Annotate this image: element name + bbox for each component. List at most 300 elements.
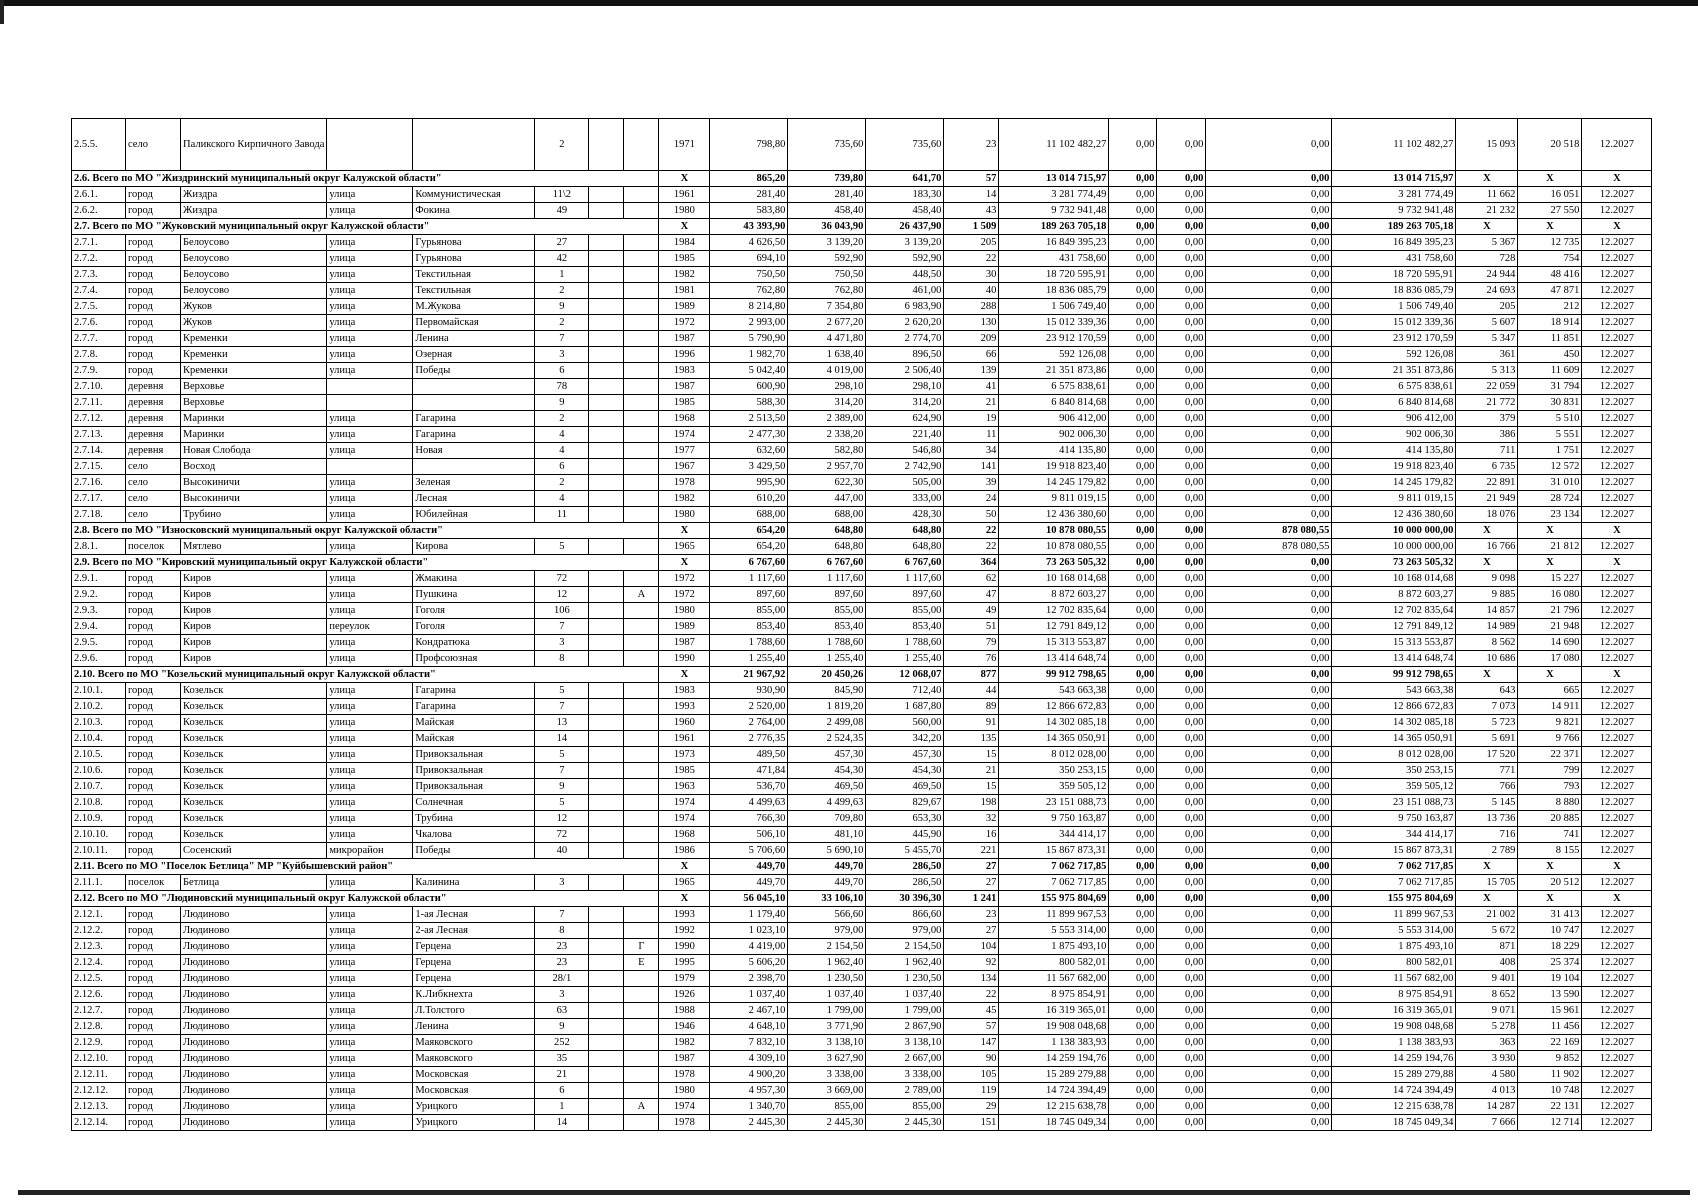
table-cell: 624,90 bbox=[866, 411, 944, 427]
table-cell: 688,00 bbox=[710, 507, 788, 523]
table-cell: 28/1 bbox=[535, 971, 589, 987]
table-cell: Людиново bbox=[181, 1099, 327, 1115]
table-cell: 386 bbox=[1456, 427, 1518, 443]
table-cell: улица bbox=[327, 235, 413, 251]
table-cell: 2.7.4. bbox=[72, 283, 126, 299]
table-cell: 7 bbox=[535, 331, 589, 347]
table-cell: 10 878 080,55 bbox=[999, 539, 1109, 555]
table-cell: 458,40 bbox=[788, 203, 866, 219]
table-cell: 0,00 bbox=[1206, 555, 1332, 571]
table-cell: 8 bbox=[535, 923, 589, 939]
table-cell: Первомайская bbox=[413, 315, 535, 331]
table-cell: город bbox=[126, 795, 181, 811]
table-cell: 31 794 bbox=[1518, 379, 1582, 395]
table-cell: 0,00 bbox=[1206, 459, 1332, 475]
table-cell: 1 340,70 bbox=[710, 1099, 788, 1115]
table-cell: Трубина bbox=[413, 811, 535, 827]
table-cell: 0,00 bbox=[1206, 171, 1332, 187]
table-cell: Козельск bbox=[181, 731, 327, 747]
table-cell: 0,00 bbox=[1109, 907, 1157, 923]
table-cell: 766 bbox=[1456, 779, 1518, 795]
table-cell: 0,00 bbox=[1109, 283, 1157, 299]
table-cell bbox=[624, 427, 659, 443]
table-cell bbox=[624, 715, 659, 731]
table-cell: Белоусово bbox=[181, 267, 327, 283]
table-cell: Высокиничи bbox=[181, 475, 327, 491]
table-cell: 26 437,90 bbox=[866, 219, 944, 235]
table-cell: 12.2027 bbox=[1582, 299, 1652, 315]
table-cell: 30 bbox=[944, 267, 999, 283]
table-cell: 2.7.3. bbox=[72, 267, 126, 283]
table-cell: 2 506,40 bbox=[866, 363, 944, 379]
table-cell: 12 436 380,60 bbox=[1332, 507, 1456, 523]
table-cell: 11 851 bbox=[1518, 331, 1582, 347]
table-cell: 897,60 bbox=[866, 587, 944, 603]
table-cell: 14 287 bbox=[1456, 1099, 1518, 1115]
table-cell: 8 880 bbox=[1518, 795, 1582, 811]
table-cell: 23 912 170,59 bbox=[999, 331, 1109, 347]
table-cell: 2.10.8. bbox=[72, 795, 126, 811]
table-cell: Козельск bbox=[181, 699, 327, 715]
table-cell: 27 bbox=[944, 923, 999, 939]
table-cell: 0,00 bbox=[1157, 411, 1206, 427]
table-cell: Лесная bbox=[413, 491, 535, 507]
table-cell: 414 135,80 bbox=[1332, 443, 1456, 459]
table-cell: 543 663,38 bbox=[1332, 683, 1456, 699]
table-cell: 0,00 bbox=[1157, 683, 1206, 699]
table-cell: 3 281 774,49 bbox=[1332, 187, 1456, 203]
table-cell: 13 414 648,74 bbox=[1332, 651, 1456, 667]
scan-left-mark bbox=[0, 0, 4, 24]
table-cell: 0,00 bbox=[1206, 891, 1332, 907]
table-cell: 1 037,40 bbox=[710, 987, 788, 1003]
table-cell bbox=[589, 507, 624, 523]
table-cell: город bbox=[126, 203, 181, 219]
table-cell: 0,00 bbox=[1109, 459, 1157, 475]
table-row bbox=[72, 603, 1652, 619]
table-cell bbox=[589, 539, 624, 555]
table-cell: 665 bbox=[1518, 683, 1582, 699]
table-cell: 592,90 bbox=[788, 251, 866, 267]
table-cell: 209 bbox=[944, 331, 999, 347]
table-cell: 3 338,00 bbox=[866, 1067, 944, 1083]
table-cell: улица bbox=[327, 283, 413, 299]
table-cell: 853,40 bbox=[866, 619, 944, 635]
table-cell bbox=[589, 299, 624, 315]
table-cell: 845,90 bbox=[788, 683, 866, 699]
table-cell bbox=[624, 1035, 659, 1051]
table-row bbox=[72, 507, 1652, 523]
table-row bbox=[72, 571, 1652, 587]
table-cell: улица bbox=[327, 1035, 413, 1051]
table-cell: 14 bbox=[535, 1115, 589, 1131]
table-cell: 4 bbox=[535, 491, 589, 507]
table-cell: 2 524,35 bbox=[788, 731, 866, 747]
table-cell: 1 788,60 bbox=[866, 635, 944, 651]
subtotal-title: 2.11. Всего по МО "Поселок Бетлица" МР "Куйбышевский район" bbox=[72, 859, 659, 875]
table-cell: 7 062 717,85 bbox=[999, 859, 1109, 875]
table-cell: 0,00 bbox=[1109, 715, 1157, 731]
table-cell: 1 509 bbox=[944, 219, 999, 235]
table-cell bbox=[624, 779, 659, 795]
table-row bbox=[72, 187, 1652, 203]
table-cell bbox=[589, 411, 624, 427]
table-cell: 0,00 bbox=[1206, 619, 1332, 635]
table-cell: Майская bbox=[413, 731, 535, 747]
table-cell: 2.7.11. bbox=[72, 395, 126, 411]
table-cell: 130 bbox=[944, 315, 999, 331]
table-cell: Людиново bbox=[181, 1083, 327, 1099]
table-cell: 2 774,70 bbox=[866, 331, 944, 347]
table-cell bbox=[624, 651, 659, 667]
table-cell: 0,00 bbox=[1109, 1019, 1157, 1035]
table-cell: 18 745 049,34 bbox=[1332, 1115, 1456, 1131]
table-cell: 458,40 bbox=[866, 203, 944, 219]
table-cell: город bbox=[126, 747, 181, 763]
table-cell: 12.2027 bbox=[1582, 1115, 1652, 1131]
table-cell: 34 bbox=[944, 443, 999, 459]
table-cell: 12.2027 bbox=[1582, 475, 1652, 491]
table-cell: 5 367 bbox=[1456, 235, 1518, 251]
table-cell: 9 bbox=[535, 395, 589, 411]
table-cell: 0,00 bbox=[1157, 891, 1206, 907]
table-cell: 12.2027 bbox=[1582, 1099, 1652, 1115]
table-cell: 5 691 bbox=[1456, 731, 1518, 747]
table-cell: 12.2027 bbox=[1582, 379, 1652, 395]
table-cell: 31 413 bbox=[1518, 907, 1582, 923]
table-cell: 2 398,70 bbox=[710, 971, 788, 987]
table-cell: 21 772 bbox=[1456, 395, 1518, 411]
table-cell: 0,00 bbox=[1109, 507, 1157, 523]
table-cell: город bbox=[126, 987, 181, 1003]
table-cell: 212 bbox=[1518, 299, 1582, 315]
table-cell: 2.10.1. bbox=[72, 683, 126, 699]
table-cell: 0,00 bbox=[1206, 1083, 1332, 1099]
table-cell: 18 229 bbox=[1518, 939, 1582, 955]
table-cell: 4 419,00 bbox=[710, 939, 788, 955]
table-cell: К.Либкнехта bbox=[413, 987, 535, 1003]
table-cell: 18 745 049,34 bbox=[999, 1115, 1109, 1131]
table-cell: 134 bbox=[944, 971, 999, 987]
table-row bbox=[72, 587, 1652, 603]
table-cell: 2 520,00 bbox=[710, 699, 788, 715]
table-cell: 0,00 bbox=[1206, 507, 1332, 523]
table-cell bbox=[624, 571, 659, 587]
table-cell: 0,00 bbox=[1206, 475, 1332, 491]
table-cell bbox=[624, 235, 659, 251]
table-cell: 9 821 bbox=[1518, 715, 1582, 731]
table-cell: улица bbox=[327, 251, 413, 267]
table-cell: улица bbox=[327, 571, 413, 587]
table-cell: улица bbox=[327, 635, 413, 651]
table-cell: 1971 bbox=[659, 119, 710, 171]
table-cell: 0,00 bbox=[1109, 555, 1157, 571]
table-cell: 11 902 bbox=[1518, 1067, 1582, 1083]
table-cell: 1983 bbox=[659, 363, 710, 379]
subtotal-row bbox=[72, 555, 1652, 571]
table-row bbox=[72, 267, 1652, 283]
table-cell: 2 389,00 bbox=[788, 411, 866, 427]
table-cell bbox=[624, 1051, 659, 1067]
table-cell: 694,10 bbox=[710, 251, 788, 267]
table-cell: 7 832,10 bbox=[710, 1035, 788, 1051]
table-cell: 6 575 838,61 bbox=[1332, 379, 1456, 395]
table-cell: 0,00 bbox=[1206, 219, 1332, 235]
table-cell: 1 138 383,93 bbox=[999, 1035, 1109, 1051]
table-cell: 0,00 bbox=[1157, 699, 1206, 715]
table-cell: Киров bbox=[181, 587, 327, 603]
table-cell: 344 414,17 bbox=[1332, 827, 1456, 843]
table-cell bbox=[327, 395, 413, 411]
table-cell: город bbox=[126, 1051, 181, 1067]
table-cell: 40 bbox=[944, 283, 999, 299]
table-cell: 22 bbox=[944, 987, 999, 1003]
table-cell bbox=[589, 907, 624, 923]
table-cell: 19 908 048,68 bbox=[1332, 1019, 1456, 1035]
table-cell: улица bbox=[327, 507, 413, 523]
table-cell: Людиново bbox=[181, 1051, 327, 1067]
table-cell: 363 bbox=[1456, 1035, 1518, 1051]
table-cell: Х bbox=[659, 171, 710, 187]
table-cell: 2.7.18. bbox=[72, 507, 126, 523]
table-cell: 0,00 bbox=[1109, 731, 1157, 747]
table-cell: 855,00 bbox=[866, 603, 944, 619]
table-cell: 0,00 bbox=[1109, 1115, 1157, 1131]
table-cell: Х bbox=[1518, 859, 1582, 875]
table-cell: город bbox=[126, 635, 181, 651]
table-cell bbox=[624, 987, 659, 1003]
table-cell: 15 012 339,36 bbox=[1332, 315, 1456, 331]
table-cell: 9 811 019,15 bbox=[999, 491, 1109, 507]
table-cell: 359 505,12 bbox=[999, 779, 1109, 795]
table-cell bbox=[413, 459, 535, 475]
table-cell bbox=[589, 283, 624, 299]
table-cell: 481,10 bbox=[788, 827, 866, 843]
table-row bbox=[72, 939, 1652, 955]
table-cell: 1982 bbox=[659, 267, 710, 283]
table-cell: 12 866 672,83 bbox=[999, 699, 1109, 715]
table-cell bbox=[624, 683, 659, 699]
table-cell: город bbox=[126, 347, 181, 363]
table-cell: Козельск bbox=[181, 715, 327, 731]
table-cell bbox=[624, 827, 659, 843]
table-row bbox=[72, 203, 1652, 219]
table-cell: 906 412,00 bbox=[1332, 411, 1456, 427]
table-cell: 0,00 bbox=[1206, 779, 1332, 795]
table-cell: Киров bbox=[181, 635, 327, 651]
table-cell bbox=[589, 635, 624, 651]
table-cell: 298,10 bbox=[788, 379, 866, 395]
table-cell: Новая bbox=[413, 443, 535, 459]
table-cell: 183,30 bbox=[866, 187, 944, 203]
table-cell: Людиново bbox=[181, 1035, 327, 1051]
table-cell: Х bbox=[659, 523, 710, 539]
table-cell: Кирова bbox=[413, 539, 535, 555]
table-cell: 1960 bbox=[659, 715, 710, 731]
table-cell: 0,00 bbox=[1109, 187, 1157, 203]
table-cell bbox=[624, 379, 659, 395]
table-cell: 855,00 bbox=[788, 603, 866, 619]
table-cell: 24 693 bbox=[1456, 283, 1518, 299]
table-cell: 5 551 bbox=[1518, 427, 1582, 443]
table-cell bbox=[624, 363, 659, 379]
table-cell: 0,00 bbox=[1206, 363, 1332, 379]
table-cell: 189 263 705,18 bbox=[1332, 219, 1456, 235]
table-cell: 800 582,01 bbox=[999, 955, 1109, 971]
table-cell: город bbox=[126, 1083, 181, 1099]
table-cell: улица bbox=[327, 347, 413, 363]
table-cell: 8 012 028,00 bbox=[999, 747, 1109, 763]
table-cell: Людиново bbox=[181, 1003, 327, 1019]
table-cell bbox=[624, 299, 659, 315]
table-cell: Людиново bbox=[181, 923, 327, 939]
table-cell: 4 471,80 bbox=[788, 331, 866, 347]
table-cell: 1996 bbox=[659, 347, 710, 363]
table-cell: Гагарина bbox=[413, 427, 535, 443]
table-cell: 48 416 bbox=[1518, 267, 1582, 283]
table-cell: 15 289 279,88 bbox=[1332, 1067, 1456, 1083]
table-cell: 18 720 595,91 bbox=[1332, 267, 1456, 283]
table-cell: 2 445,30 bbox=[866, 1115, 944, 1131]
table-cell: 431 758,60 bbox=[1332, 251, 1456, 267]
table-cell bbox=[589, 603, 624, 619]
table-cell: 712,40 bbox=[866, 683, 944, 699]
table-cell bbox=[589, 875, 624, 891]
table-cell bbox=[624, 923, 659, 939]
table-cell: улица bbox=[327, 475, 413, 491]
table-cell: 7 bbox=[535, 763, 589, 779]
table-row bbox=[72, 427, 1652, 443]
table-cell: 89 bbox=[944, 699, 999, 715]
table-cell: 11 bbox=[535, 507, 589, 523]
table-cell: 1987 bbox=[659, 635, 710, 651]
table-cell bbox=[327, 119, 413, 171]
table-cell: Юбилейная bbox=[413, 507, 535, 523]
subtotal-title: 2.9. Всего по МО "Кировский муниципальный округ Калужской области" bbox=[72, 555, 659, 571]
table-cell: деревня bbox=[126, 427, 181, 443]
table-cell: улица bbox=[327, 875, 413, 891]
table-cell: 49 bbox=[944, 603, 999, 619]
table-cell: 0,00 bbox=[1157, 779, 1206, 795]
table-cell: 21 bbox=[944, 763, 999, 779]
table-cell: Х bbox=[1518, 171, 1582, 187]
table-cell: 21 948 bbox=[1518, 619, 1582, 635]
table-cell: 2 667,00 bbox=[866, 1051, 944, 1067]
table-cell: 560,00 bbox=[866, 715, 944, 731]
table-cell: 19 918 823,40 bbox=[1332, 459, 1456, 475]
table-cell: Х bbox=[1456, 171, 1518, 187]
table-row bbox=[72, 715, 1652, 731]
table-cell: 12.2027 bbox=[1582, 619, 1652, 635]
table-cell: 12.2027 bbox=[1582, 283, 1652, 299]
table-cell: 5 553 314,00 bbox=[1332, 923, 1456, 939]
table-cell: 13 736 bbox=[1456, 811, 1518, 827]
table-cell: 0,00 bbox=[1109, 267, 1157, 283]
table-cell: 750,50 bbox=[710, 267, 788, 283]
table-cell: 12.2027 bbox=[1582, 315, 1652, 331]
table-cell: Козельск bbox=[181, 779, 327, 795]
table-cell: 12.2027 bbox=[1582, 779, 1652, 795]
table-cell: 1980 bbox=[659, 203, 710, 219]
table-cell bbox=[589, 443, 624, 459]
table-cell: 582,80 bbox=[788, 443, 866, 459]
table-cell: 2 154,50 bbox=[866, 939, 944, 955]
table-cell: 1990 bbox=[659, 651, 710, 667]
table-cell: 40 bbox=[535, 843, 589, 859]
table-cell: 0,00 bbox=[1109, 539, 1157, 555]
table-cell bbox=[589, 315, 624, 331]
table-cell: город bbox=[126, 731, 181, 747]
table-cell: 5 278 bbox=[1456, 1019, 1518, 1035]
table-cell bbox=[589, 795, 624, 811]
table-cell: 1-ая Лесная bbox=[413, 907, 535, 923]
table-cell: 0,00 bbox=[1206, 971, 1332, 987]
table-cell: улица bbox=[327, 923, 413, 939]
table-cell: 0,00 bbox=[1206, 715, 1332, 731]
table-cell: 10 168 014,68 bbox=[1332, 571, 1456, 587]
table-cell: 42 bbox=[535, 251, 589, 267]
table-cell: 2.12.10. bbox=[72, 1051, 126, 1067]
table-cell: 2.10.9. bbox=[72, 811, 126, 827]
table-cell: 12.2027 bbox=[1582, 443, 1652, 459]
table-cell: 11 102 482,27 bbox=[999, 119, 1109, 171]
table-cell: 15 867 873,31 bbox=[999, 843, 1109, 859]
table-cell: 51 bbox=[944, 619, 999, 635]
table-row bbox=[72, 747, 1652, 763]
table-cell bbox=[589, 843, 624, 859]
table-cell: 41 bbox=[944, 379, 999, 395]
table-cell: Паликского Кирпичного Завода bbox=[181, 119, 327, 171]
table-cell: 469,50 bbox=[866, 779, 944, 795]
table-cell bbox=[589, 763, 624, 779]
table-cell: 0,00 bbox=[1109, 971, 1157, 987]
table-cell: 72 bbox=[535, 571, 589, 587]
table-cell: 286,50 bbox=[866, 859, 944, 875]
table-cell: 2 677,20 bbox=[788, 315, 866, 331]
table-cell: 17 080 bbox=[1518, 651, 1582, 667]
table-cell: 0,00 bbox=[1109, 475, 1157, 491]
table-cell: Козельск bbox=[181, 747, 327, 763]
table-cell: 16 849 395,23 bbox=[999, 235, 1109, 251]
table-cell: 135 bbox=[944, 731, 999, 747]
table-cell: Текстильная bbox=[413, 283, 535, 299]
table-cell: 2 513,50 bbox=[710, 411, 788, 427]
table-row bbox=[72, 811, 1652, 827]
table-cell: 930,90 bbox=[710, 683, 788, 699]
table-cell: 2.12.6. bbox=[72, 987, 126, 1003]
table-cell: Новая Слобода bbox=[181, 443, 327, 459]
table-cell: 379 bbox=[1456, 411, 1518, 427]
table-cell: 288 bbox=[944, 299, 999, 315]
table-cell: 8 562 bbox=[1456, 635, 1518, 651]
table-cell: 3 139,20 bbox=[788, 235, 866, 251]
table-cell: 0,00 bbox=[1206, 587, 1332, 603]
table-cell: 1 875 493,10 bbox=[999, 939, 1109, 955]
table-cell: Х bbox=[1582, 523, 1652, 539]
table-cell: 0,00 bbox=[1109, 635, 1157, 651]
table-row bbox=[72, 635, 1652, 651]
table-cell: 4 309,10 bbox=[710, 1051, 788, 1067]
table-cell bbox=[589, 1115, 624, 1131]
table-cell: 50 bbox=[944, 507, 999, 523]
table-cell: 6 575 838,61 bbox=[999, 379, 1109, 395]
table-cell: Х bbox=[1518, 219, 1582, 235]
table-cell: 12.2027 bbox=[1582, 1083, 1652, 1099]
table-cell: 14 259 194,76 bbox=[999, 1051, 1109, 1067]
table-cell: 449,70 bbox=[788, 875, 866, 891]
table-cell: 23 bbox=[944, 907, 999, 923]
table-cell: город bbox=[126, 267, 181, 283]
